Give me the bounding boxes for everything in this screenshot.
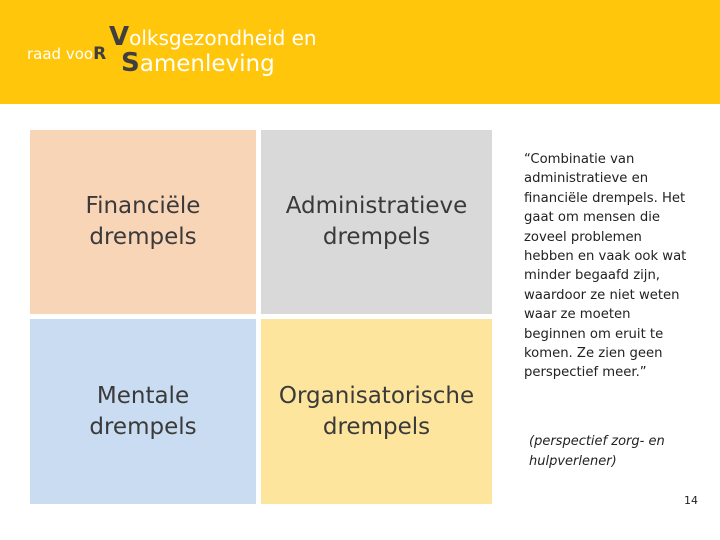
header-bar: [0, 0, 720, 104]
logo-prefix: raad vooR: [27, 44, 107, 64]
logo-line-2: Samenleving: [121, 48, 275, 78]
page-number: 14: [684, 494, 698, 507]
barrier-cell-mental: [30, 319, 256, 504]
barrier-cell-financial: [30, 130, 256, 314]
organization-logo: [0, 0, 360, 104]
quote-text: “Combinatie van administratieve en financiële drempels. Het gaat om mensen die zoveel problemen hebben en vaak ook wat minder begaafd zijn, waardoor ze niet weten waar ze moeten beginnen om eruit te komen. Ze zien geen perspectief meer.”: [524, 152, 687, 381]
barrier-label: Financiële drempels: [85, 193, 201, 250]
barrier-label: Mentale drempels: [89, 382, 197, 440]
barrier-cell-administrative: [261, 130, 492, 314]
barrier-label: Organisatorische drempels: [278, 382, 475, 440]
barriers-grid: [30, 130, 492, 504]
barrier-label: Administratieve drempels: [285, 193, 468, 250]
quote-source: (perspectief zorg- en hulpverlener): [529, 434, 665, 469]
barrier-cell-organisational: [261, 319, 492, 504]
logo-line-1: Volksgezondheid en: [109, 22, 317, 52]
